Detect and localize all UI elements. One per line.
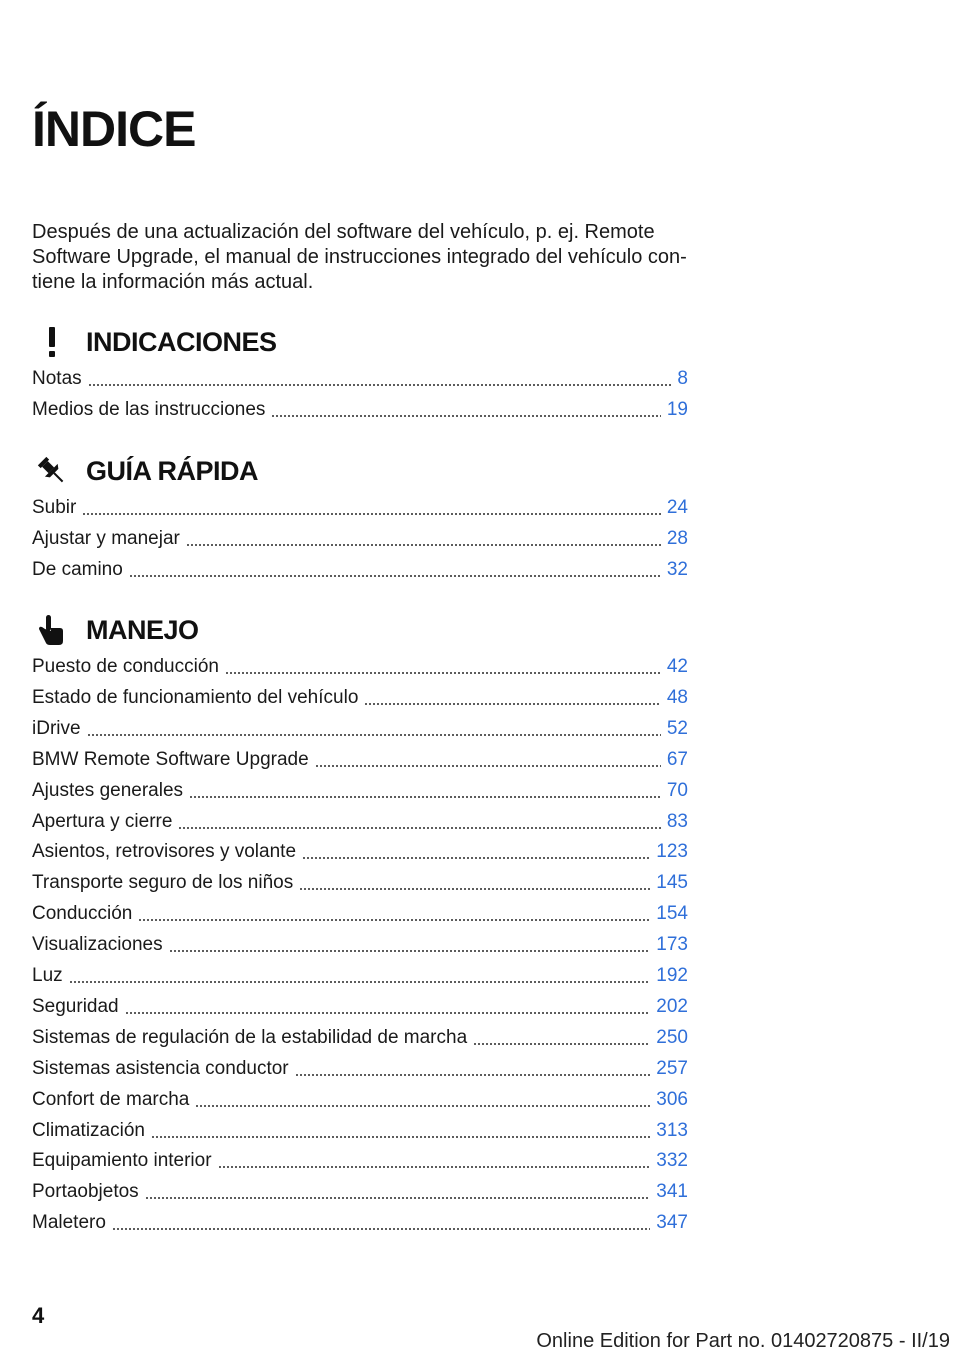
toc-page-link[interactable]: 123: [656, 841, 688, 863]
toc-page-link[interactable]: 28: [666, 528, 688, 549]
toc-entry-title: Subir: [32, 497, 77, 518]
toc-entry[interactable]: [32, 964, 688, 988]
toc-entry[interactable]: [32, 810, 688, 834]
pointing-hand-icon: [32, 610, 72, 650]
leader-dots: [88, 384, 672, 386]
toc-entry-title: Medios de las instrucciones: [32, 399, 266, 420]
leader-dots: [169, 950, 651, 952]
toc-entry[interactable]: [32, 1149, 688, 1173]
toc-page-link[interactable]: 202: [656, 995, 688, 1017]
toc-page-link[interactable]: 83: [666, 810, 688, 832]
leader-dots: [195, 1105, 650, 1107]
toc-page-link[interactable]: 173: [656, 934, 688, 956]
toc-entry-title: iDrive: [32, 717, 81, 739]
leader-dots: [138, 919, 650, 921]
section-heading-indicaciones: [32, 322, 277, 362]
toc-entry-title: Estado de funcionamiento del vehículo: [32, 686, 359, 708]
toc-entry-title: Puesto de conducción: [32, 656, 219, 677]
toc-entry-title: Apertura y cierre: [32, 810, 173, 832]
toc-entry-title: Notas: [32, 368, 82, 389]
section-title: INDICACIONES: [86, 326, 277, 357]
toc-entry[interactable]: [32, 655, 688, 679]
section-title: GUÍA RÁPIDA: [86, 455, 259, 486]
toc-entry-de-camino[interactable]: [32, 558, 688, 582]
leader-dots: [129, 575, 661, 577]
toc-entry-title: Climatización: [32, 1119, 145, 1141]
toc-page-link[interactable]: 19: [666, 399, 688, 420]
section-heading-guia-rapida: [32, 451, 258, 491]
toc-page-link[interactable]: 332: [656, 1150, 688, 1172]
toc-page-link[interactable]: 306: [656, 1088, 688, 1110]
toc-entry[interactable]: [32, 779, 688, 803]
leader-dots: [189, 796, 661, 798]
toc-entry-title: Equipamiento interior: [32, 1150, 212, 1172]
toc-entry-title: Ajustar y manejar: [32, 528, 180, 549]
toc-entry-notas[interactable]: [32, 367, 688, 391]
toc-entry[interactable]: [32, 1211, 688, 1235]
toc-page-link[interactable]: 70: [666, 779, 688, 801]
toc-entry-title: Seguridad: [32, 995, 119, 1017]
toc-entry[interactable]: [32, 902, 688, 926]
toc-entry[interactable]: [32, 1088, 688, 1112]
toc-entry[interactable]: [32, 686, 688, 710]
leader-dots: [145, 1197, 651, 1199]
toc-entry-title: Visualizaciones: [32, 934, 163, 956]
toc-page-link[interactable]: 24: [666, 497, 688, 518]
leader-dots: [218, 1166, 651, 1168]
toc-entry[interactable]: [32, 871, 688, 895]
toc-entry-title: De camino: [32, 559, 123, 580]
toc-entry-ajustar[interactable]: [32, 527, 688, 551]
leader-dots: [112, 1228, 650, 1230]
toc-entry[interactable]: [32, 1026, 688, 1050]
toc-entry[interactable]: [32, 1180, 688, 1204]
page-number: 4: [32, 1303, 45, 1328]
leader-dots: [151, 1136, 650, 1138]
toc-entry-title: Sistemas asistencia conductor: [32, 1057, 289, 1079]
toc-entry[interactable]: [32, 748, 688, 772]
toc-page-link[interactable]: 32: [666, 559, 688, 580]
toc-entry-title: Luz: [32, 965, 63, 986]
toc-page-link[interactable]: 347: [656, 1212, 688, 1234]
pushpin-icon: [32, 451, 72, 491]
toc-page-link[interactable]: 154: [656, 903, 688, 925]
exclamation-icon: [32, 322, 72, 362]
intro-line: Software Upgrade, el manual de instrucciones integrado del vehículo con‐: [32, 246, 687, 268]
toc-entry-title: Sistemas de regulación de la estabilidad de marcha: [32, 1026, 468, 1048]
toc-entry-medios[interactable]: [32, 398, 688, 422]
toc-page-link[interactable]: 313: [656, 1119, 688, 1141]
section-title: MANEJO: [86, 614, 199, 645]
toc-entry-title: Portaobjetos: [32, 1181, 139, 1203]
toc-entry[interactable]: [32, 1119, 688, 1143]
leader-dots: [69, 981, 651, 983]
toc-page-link[interactable]: 48: [666, 686, 688, 708]
leader-dots: [178, 827, 660, 829]
toc-page-link[interactable]: 67: [666, 748, 688, 770]
toc-entry[interactable]: [32, 1057, 688, 1081]
leader-dots: [302, 857, 650, 859]
toc-entry-title: Ajustes generales: [32, 779, 184, 801]
leader-dots: [82, 513, 661, 515]
toc-page-link[interactable]: 341: [656, 1181, 688, 1203]
toc-entry-title: Asientos, retrovisores y volante: [32, 841, 297, 863]
leader-dots: [364, 703, 660, 705]
toc-entry-title: Maletero: [32, 1212, 106, 1234]
intro-line: Después de una actualización del software del vehículo, p. ej. Remote: [32, 221, 655, 243]
toc-page-link[interactable]: 257: [656, 1057, 688, 1079]
leader-dots: [225, 672, 661, 674]
leader-dots: [315, 765, 661, 767]
leader-dots: [295, 1074, 651, 1076]
toc-entry[interactable]: [32, 717, 688, 741]
section-heading-manejo: [32, 610, 199, 650]
intro-line: tiene la información más actual.: [32, 271, 314, 293]
toc-entry-title: Confort de marcha: [32, 1088, 190, 1110]
leader-dots: [125, 1012, 651, 1014]
toc-page-link[interactable]: 192: [656, 965, 688, 986]
intro-paragraph: [32, 220, 692, 295]
leader-dots: [473, 1043, 650, 1045]
leader-dots: [271, 415, 660, 417]
toc-page-link[interactable]: 145: [656, 872, 688, 894]
leader-dots: [299, 888, 650, 890]
toc-page-link[interactable]: 42: [666, 656, 688, 677]
toc-page-link[interactable]: 250: [656, 1026, 688, 1048]
toc-page-link[interactable]: 52: [666, 717, 688, 739]
toc-entry[interactable]: [32, 995, 688, 1019]
toc-entry-title: Conducción: [32, 903, 133, 925]
footer-edition: Online Edition for Part no. 01402720875 - II/19: [536, 1330, 950, 1352]
toc-page-link[interactable]: 8: [677, 368, 688, 389]
toc-entry[interactable]: [32, 933, 688, 957]
leader-dots: [87, 734, 661, 736]
leader-dots: [186, 544, 661, 546]
toc-entry-title: Transporte seguro de los niños: [32, 872, 294, 894]
toc-entry-subir[interactable]: [32, 496, 688, 520]
page-title: ÍNDICE: [32, 101, 196, 157]
toc-entry-title: BMW Remote Software Upgrade: [32, 748, 309, 770]
toc-entry[interactable]: [32, 840, 688, 864]
